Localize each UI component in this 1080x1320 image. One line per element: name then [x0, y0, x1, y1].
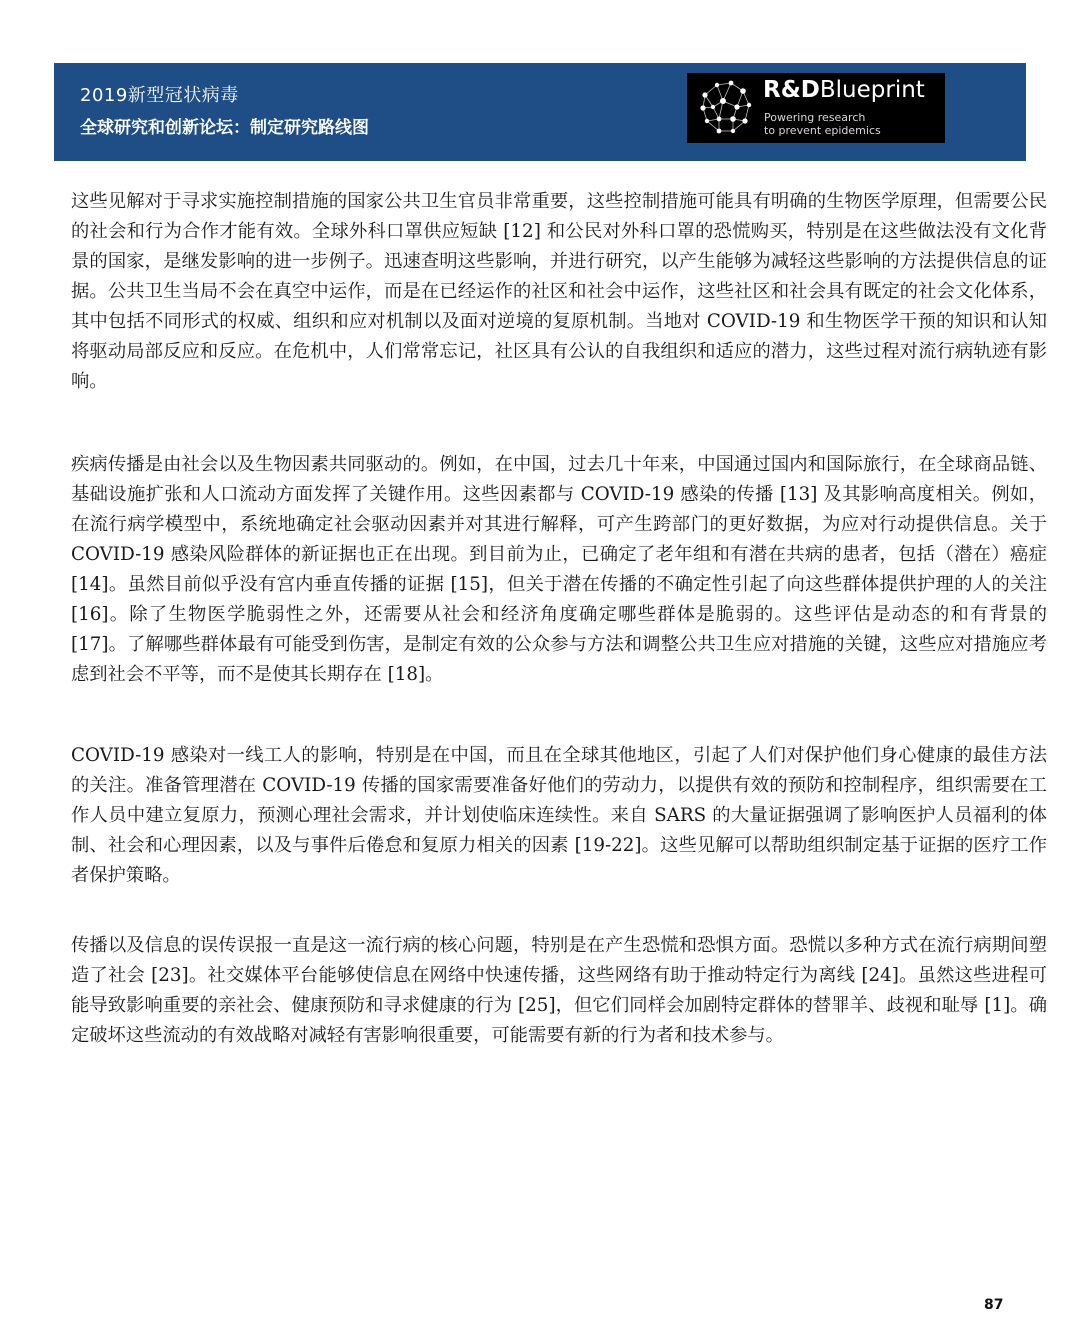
logo-name-bold: R&D — [763, 77, 820, 103]
logo-wordmark — [763, 77, 925, 103]
page-number: 87 — [984, 1297, 1004, 1313]
header-banner — [54, 63, 1026, 161]
logo-name-regular: Blueprint — [819, 77, 925, 103]
body-paragraph: 疾病传播是由社会以及生物因素共同驱动的。例如，在中国，过去几十年来，中国通过国内和国际旅行，在全球商品链、基础设施扩张和人口流动方面发挥了关键作用。这些因素都与 COVID-19 感染的传播 [13] 及其影响高度相关。例如，在流行病学模型中，系统地确定社会驱动因素并对其进行解释，可产生跨部门的更好数据，为应对行动提供信息。关于 COVID-19 感染风险群体的新证据也正在出现。到目前为止，已确定了老年组和有潜在共病的患者，包括（潜在）癌症 [14]。虽然目前似乎没有宫内垂直传播的证据 [15]，但关于潜在传播的不确定性引起了向这些群体提供护理的人的关注 [16]。除了生物医学脆弱性之外，还需要从社会和经济角度确定哪些群体是脆弱的。这些评估是动态的和有背景的 [17]。了解哪些群体最有可能受到伤害，是制定有效的公众参与方法和调整公共卫生应对措施的关键，这些应对措施应考虑到社会不平等，而不是使其长期存在 [18]。 — [71, 454, 1047, 685]
network-globe-icon — [693, 75, 759, 141]
header-title-line1: 2019新型冠状病毒 — [80, 85, 239, 106]
body-paragraph: 这些见解对于寻求实施控制措施的国家公共卫生官员非常重要，这些控制措施可能具有明确的生物医学原理，但需要公民的社会和行为合作才能有效。全球外科口罩供应短缺 [12] 和公民对外科口罩的恐慌购买，特别是在这些做法没有文化背景的国家，是继发影响的进一步例子。迅速查明这些影响，并进行研究，以产生能够为减轻这些影响的方法提供信息的证据。公共卫生当局不会在真空中运作，而是在已经运作的社区和社会中运作，这些社区和社会具有既定的社会文化体系，其中包括不同形式的权威、组织和应对机制以及面对逆境的复原机制。当地对 COVID-19 和生物医学干预的知识和认知将驱动局部反应和反应。在危机中，人们常常忘记，社区具有公认的自我组织和适应的潜力，这些过程对流行病轨迹有影响。 — [71, 191, 1047, 392]
rd-blueprint-logo — [687, 73, 945, 143]
logo-tagline — [764, 111, 881, 137]
header-title-line2: 全球研究和创新论坛：制定研究路线图 — [80, 118, 369, 138]
logo-tagline-line1: Powering research — [764, 111, 866, 124]
body-paragraph: COVID-19 感染对一线工人的影响，特别是在中国，而且在全球其他地区，引起了人们对保护他们身心健康的最佳方法的关注。准备管理潜在 COVID-19 传播的国家需要准备好他们的劳动力，以提供有效的预防和控制程序，组织需要在工作人员中建立复原力，预测心理社会需求，并计划使临床连续性。来自 SARS 的大量证据强调了影响医护人员福利的体制、社会和心理因素，以及与事件后倦怠和复原力相关的因素 [19-22]。这些见解可以帮助组织制定基于证据的医疗工作者保护策略。 — [71, 745, 1047, 886]
logo-tagline-line2: to prevent epidemics — [764, 124, 881, 137]
body-paragraph: 传播以及信息的误传误报一直是这一流行病的核心问题，特别是在产生恐慌和恐惧方面。恐慌以多种方式在流行病期间塑造了社会 [23]。社交媒体平台能够使信息在网络中快速传播，这些网络有助于推动特定行为离线 [24]。虽然这些进程可能导致影响重要的亲社会、健康预防和寻求健康的行为 [25]，但它们同样会加剧特定群体的替罪羊、歧视和耻辱 [1]。确定破坏这些流动的有效战略对减轻有害影响很重要，可能需要有新的行为者和技术参与。 — [71, 935, 1047, 1046]
